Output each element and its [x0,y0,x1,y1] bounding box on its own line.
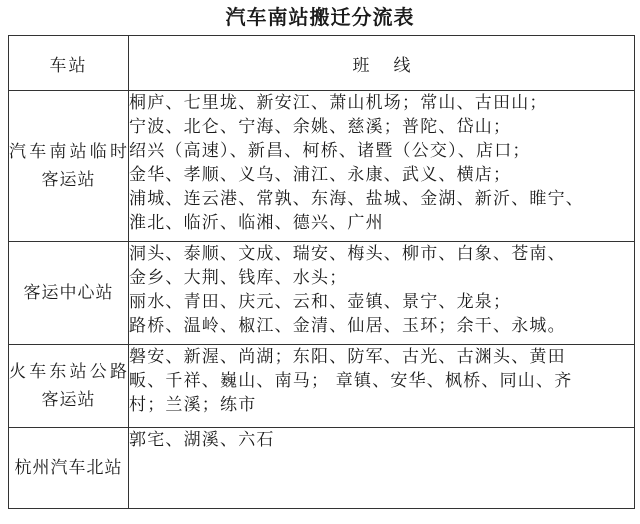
route-line: 桐庐、七里垅、新安江、萧山机场；常山、古田山； [129,93,548,113]
route-line: 路桥、温岭、椒江、金清、仙居、玉环；余干、永城。 [129,316,566,336]
route-line: 绍兴（高速）、新昌、柯桥、诸暨（公交）、店口； [129,141,531,161]
column-header-station-label: 车站 [49,55,88,76]
column-header-lines [129,36,635,91]
table-row [9,242,635,345]
route-line: 金华、孝顺、义乌、浦江、永康、武义、横店； [129,165,512,185]
column-header-station [9,36,129,91]
lines-cell [129,345,635,428]
station-cell [9,91,129,242]
route-table [8,35,635,509]
station-cell [9,345,129,428]
lines-cell [129,428,635,509]
station-name: 杭州汽车北站 [14,458,123,478]
route-line: 村；兰溪；练市 [129,395,257,415]
lines-cell [129,242,635,345]
route-line: 洞头、泰顺、文成、瑞安、梅头、柳市、白象、苍南、 [129,244,566,264]
route-line: 郭宅、湖溪、六石 [129,430,275,450]
table-header-row [9,36,635,91]
route-line: 丽水、青田、庆元、云和、壶镇、景宁、龙泉； [129,292,512,312]
page-title: 汽车南站搬迁分流表 [225,5,415,29]
table-row [9,91,635,242]
station-name: 汽车南站临时客运站 [9,142,128,190]
station-cell [9,242,129,345]
route-line: 浦城、连云港、常孰、东海、盐城、金湖、新沂、睢宁、 [129,189,584,209]
route-line: 淮北、临沂、临湘、德兴、广州 [129,213,384,233]
station-cell [9,428,129,509]
table-row [9,428,635,509]
route-line: 金乡、大荆、钱库、水头； [129,268,348,288]
station-name: 客运中心站 [23,283,114,303]
lines-cell [129,91,635,242]
route-line: 宁波、北仑、宁海、余姚、慈溪；普陀、岱山； [129,117,512,137]
table-row [9,345,635,428]
route-line: 畈、千祥、巍山、南马； 章镇、安华、枫桥、同山、齐 [129,371,573,391]
route-line: 磐安、新渥、尚湖；东阳、防军、古光、古渊头、黄田 [129,347,566,367]
column-header-lines-label: 班线 [352,55,435,76]
station-name: 火车东站公路客运站 [9,362,128,410]
